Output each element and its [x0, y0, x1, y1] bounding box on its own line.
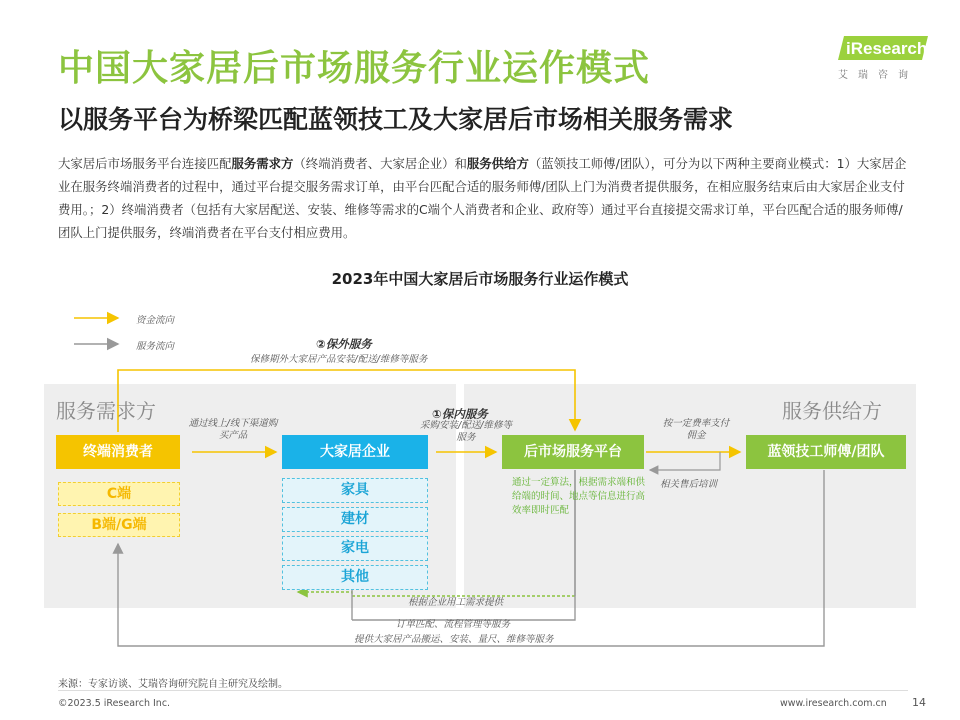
consumer-sub-c: C端: [58, 482, 180, 506]
node-platform: 后市场服务平台: [502, 435, 644, 469]
page-title: 中国大家居后市场服务行业运作模式: [58, 48, 651, 89]
page-subtitle: 以服务平台为桥梁匹配蓝领技工及大家居后市场相关服务需求: [58, 105, 734, 134]
copyright: ©2023.5 iResearch Inc.: [58, 698, 171, 709]
intro-bold-supply: 服务供给方: [466, 156, 529, 171]
node-consumer: 终端消费者: [56, 435, 180, 469]
node-worker: 蓝领技工师傅/团队: [746, 435, 906, 469]
consumer-sub-bg: B端/G端: [58, 513, 180, 537]
diagram-title: 2023年中国大家居后市场服务行业运作模式: [331, 270, 629, 288]
algorithm-note: 通过一定算法，根据需求端和供给端的时间、地点等信息进行高效率即时匹配: [512, 477, 646, 516]
footer-divider: [58, 690, 908, 691]
order-match-note: 订单匹配、流程管理等服务: [396, 619, 511, 630]
intro-text-3: （蓝领技工师傅/团队），可分为以下两种主要商业模式：1）大家居企业在服务终端消费者的过程中，通过平台提交服务需求订单，由平台匹配合适的服务师傅/团队上门为消费者提供服务，在相应服务结束后由大家居企业支付费用。；2）终端消费者（包括有大家居配送、安装、维修等需求的C端个人消费者和企业、政府等）通过平台直接提交需求订单，平台匹配合适的服务师傅/团队上门提供服务，终端消费者在平台支付相应费用。: [58, 156, 907, 240]
legend-money-label: 资金流向: [136, 315, 175, 326]
intro-bold-demand: 服务需求方: [231, 156, 294, 171]
enterprise-sub-materials: 建材: [282, 507, 428, 532]
demand-panel-label: 服务需求方: [56, 399, 156, 423]
intro-text-1: 大家居后市场服务平台连接匹配: [58, 156, 232, 171]
page-number: 14: [912, 696, 926, 709]
inside-service-desc: 采购安装/配送/维修等服务: [420, 420, 512, 443]
website: www.iresearch.com.cn: [780, 698, 887, 709]
outside-service-desc: 保修期外大家居产品安装/配送/维修等服务: [250, 354, 428, 365]
intro-text-2: （终端消费者、大家居企业）和: [293, 156, 467, 171]
supply-panel-label: 服务供给方: [782, 399, 882, 423]
outside-service-title: ②保外服务: [316, 337, 372, 351]
legend-service-label: 服务流向: [136, 341, 175, 352]
node-enterprise: 大家居企业: [282, 435, 428, 469]
logo-subtext: 艾瑞咨询: [838, 70, 918, 81]
enterprise-sub-appliances: 家电: [282, 536, 428, 561]
source-note: 来源：专家访谈、艾瑞咨询研究院自主研究及绘制。: [58, 679, 288, 690]
training-note: 相关售后培训: [660, 479, 718, 490]
enterprise-sub-furniture: 家具: [282, 478, 428, 503]
inside-service-title: ①保内服务: [432, 407, 488, 421]
training-service-flow: [650, 452, 720, 470]
enterprise-sub-other: 其他: [282, 565, 428, 590]
logo-text: iResearch: [846, 39, 928, 58]
deliver-note: 提供大家居产品搬运、安装、量尺、维修等服务: [354, 634, 554, 645]
buy-channel-note: 通过线上/线下渠道购买产品: [188, 418, 278, 441]
per-enterprise-note: 根据企业用工需求提供: [408, 597, 504, 608]
fee-note: 按一定费率支付佣金: [662, 418, 730, 441]
